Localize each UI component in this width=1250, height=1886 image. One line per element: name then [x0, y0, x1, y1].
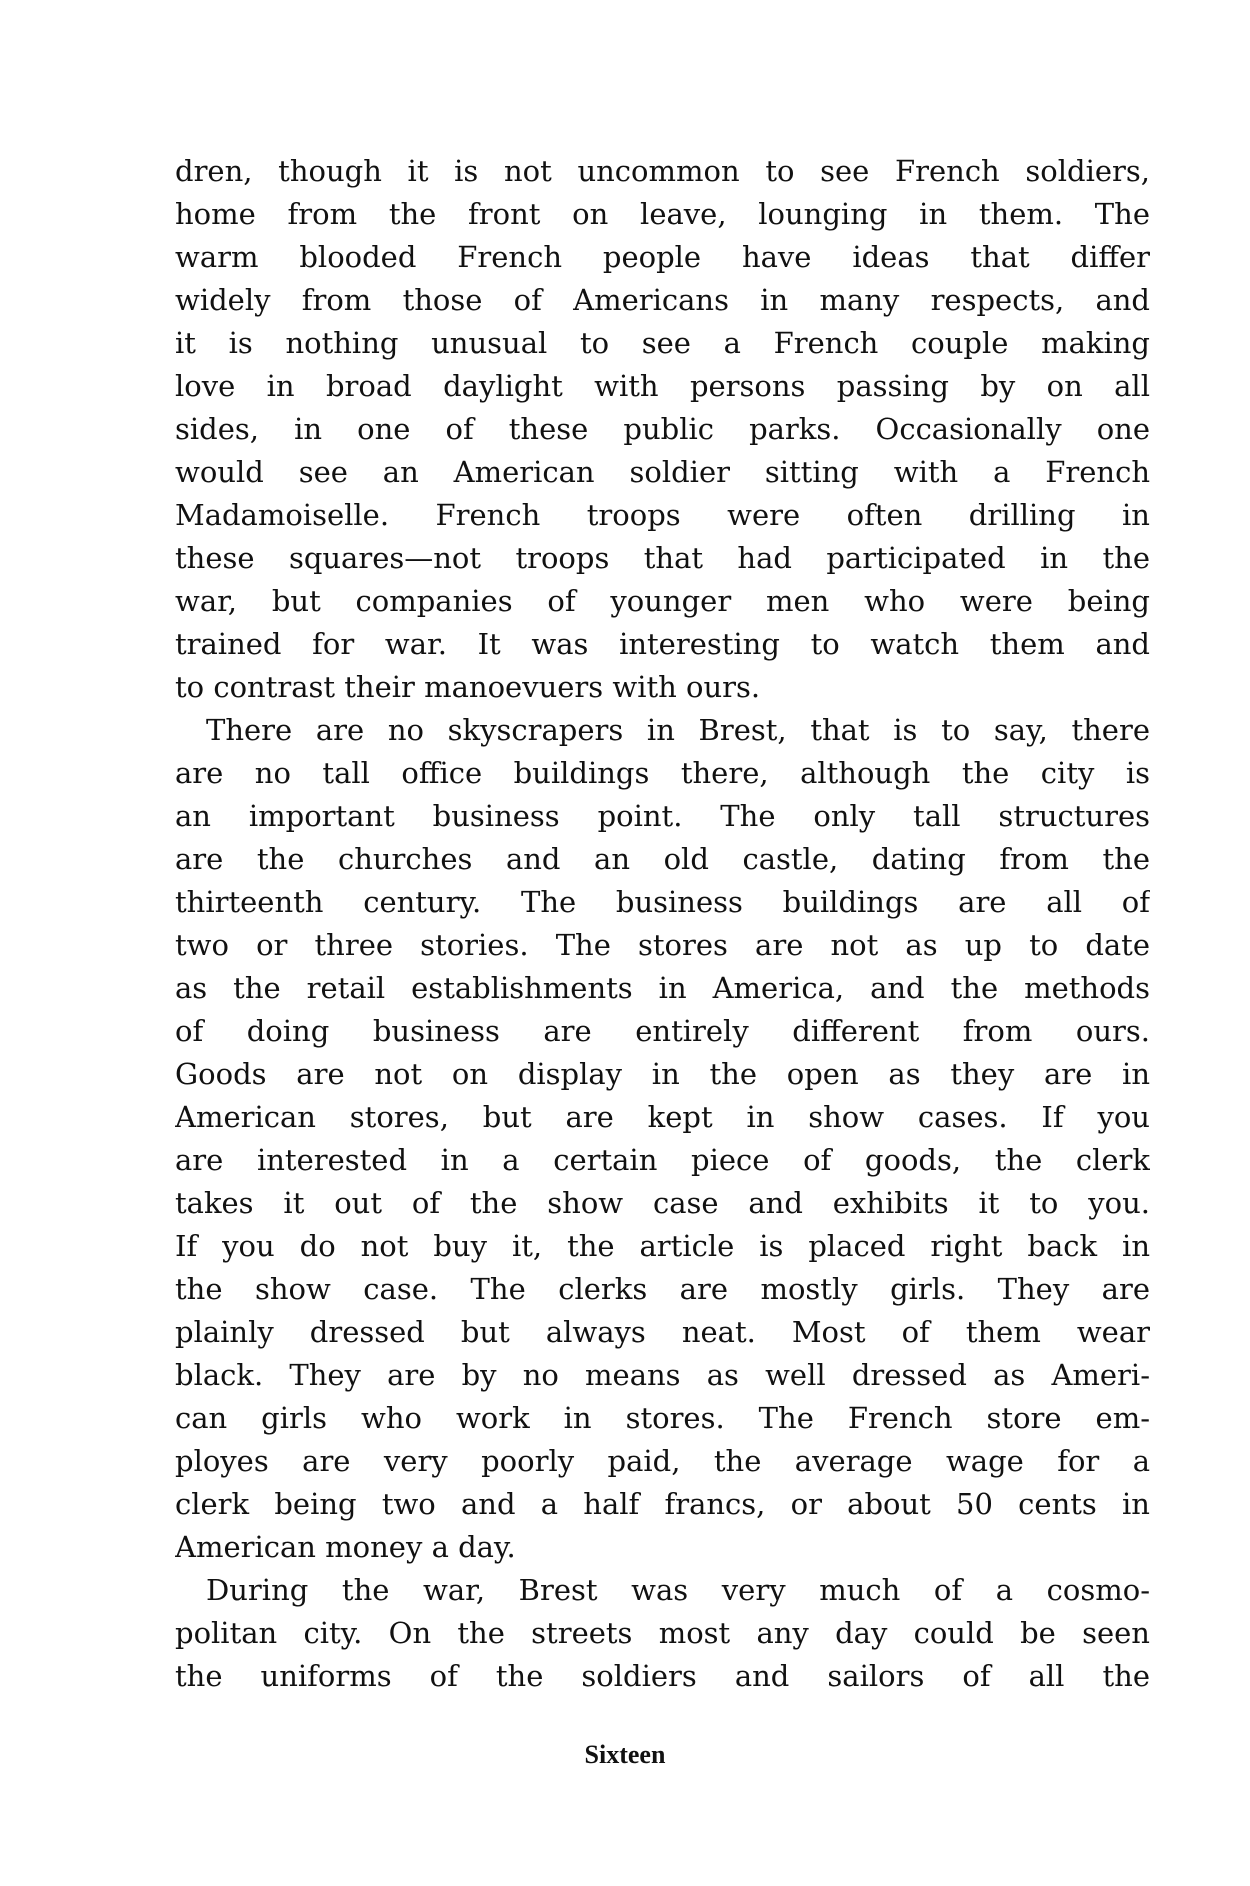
text-line: Goods are not on display in the open as they are in: [175, 1057, 1150, 1091]
text-line: home from the front on leave, lounging in them. The: [175, 197, 1150, 231]
text-line: Madamoiselle. French troops were often drilling in: [175, 498, 1150, 532]
text-line: of doing business are entirely different from ours.: [175, 1014, 1150, 1048]
text-line: it is nothing unusual to see a French couple making: [175, 326, 1150, 360]
text-line: warm blooded French people have ideas that differ: [175, 240, 1150, 274]
body-text: [175, 150, 1150, 1698]
text-line: an important business point. The only tall structures: [175, 799, 1150, 833]
text-line: clerk being two and a half francs, or about 50 cents in: [175, 1487, 1150, 1521]
text-line: the uniforms of the soldiers and sailors of all the: [175, 1659, 1150, 1693]
text-line: During the war, Brest was very much of a cosmo-: [206, 1573, 1150, 1607]
text-line: black. They are by no means as well dressed as Ameri-: [175, 1358, 1150, 1392]
text-line: sides, in one of these public parks. Occasionally one: [175, 412, 1150, 446]
text-line: would see an American soldier sitting with a French: [175, 455, 1150, 489]
text-line: American money a day.: [175, 1530, 516, 1564]
text-line: trained for war. It was interesting to watch them and: [175, 627, 1150, 661]
text-line: plainly dressed but always neat. Most of them wear: [175, 1315, 1150, 1349]
text-line: love in broad daylight with persons passing by on all: [175, 369, 1150, 403]
text-line: American stores, but are kept in show cases. If you: [175, 1100, 1150, 1134]
text-line: There are no skyscrapers in Brest, that is to say, there: [206, 713, 1150, 747]
text-line: takes it out of the show case and exhibits it to you.: [175, 1186, 1150, 1220]
text-line: as the retail establishments in America, and the methods: [175, 971, 1150, 1005]
text-line: can girls who work in stores. The French store em-: [175, 1401, 1150, 1435]
text-line: widely from those of Americans in many respects, and: [175, 283, 1150, 317]
text-line: are interested in a certain piece of goods, the clerk: [175, 1143, 1150, 1177]
text-line: the show case. The clerks are mostly girls. They are: [175, 1272, 1150, 1306]
text-line: politan city. On the streets most any day could be seen: [175, 1616, 1150, 1650]
text-line: to contrast their manoevuers with ours.: [175, 670, 761, 704]
text-line: thirteenth century. The business buildings are all of: [175, 885, 1150, 919]
text-line: these squares—not troops that had participated in the: [175, 541, 1150, 575]
text-line: If you do not buy it, the article is placed right back in: [175, 1229, 1150, 1263]
text-line: war, but companies of younger men who were being: [175, 584, 1150, 618]
text-line: two or three stories. The stores are not as up to date: [175, 928, 1150, 962]
text-line: dren, though it is not uncommon to see French soldiers,: [175, 154, 1150, 188]
text-line: are no tall office buildings there, although the city is: [175, 756, 1150, 790]
page-number: Sixteen: [584, 1740, 666, 1769]
text-line: are the churches and an old castle, dating from the: [175, 842, 1150, 876]
text-line: ployes are very poorly paid, the average wage for a: [175, 1444, 1150, 1478]
